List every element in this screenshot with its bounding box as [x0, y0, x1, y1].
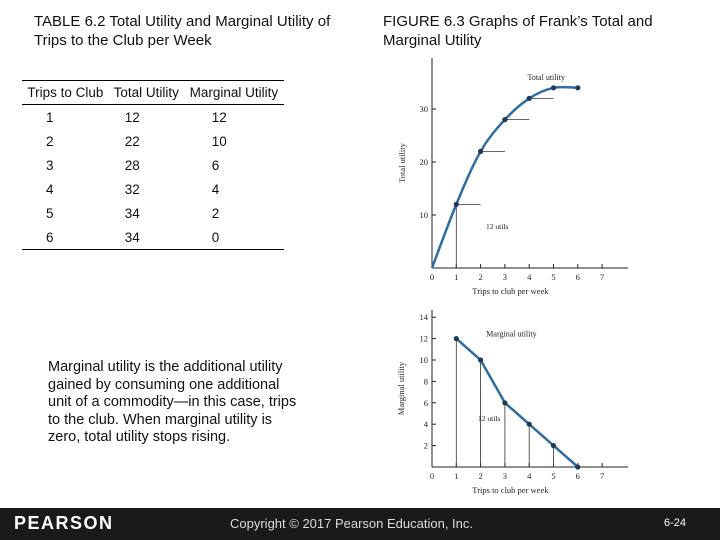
page-number: 6-24: [664, 517, 687, 529]
x-tick-label: 4: [527, 272, 532, 282]
cell-total-utility: 12: [124, 109, 140, 125]
y-tick-label: 2: [423, 440, 428, 451]
cell-total-utility: 34: [124, 205, 140, 221]
series-label: Marginal utility: [486, 329, 537, 339]
y-tick-label: 30: [419, 104, 428, 114]
cell-marginal-utility: 12: [211, 109, 227, 125]
x-tick-label: 3: [502, 471, 508, 481]
annotation-label: 12 utils: [478, 414, 501, 423]
cell-trips: 1: [46, 109, 54, 125]
cell-marginal-utility: 6: [211, 157, 220, 173]
x-tick-label: 2: [478, 471, 483, 481]
cell-marginal-utility: 2: [211, 205, 220, 221]
cell-total-utility: 22: [124, 133, 140, 149]
annotation-label: 12 utils: [486, 222, 509, 231]
explanation-text: Marginal utility is the additional utility gained by consuming one additional unit of a commodity—in this case, trips to the club. When marginal utility is zero, total utility stops rising.: [48, 359, 297, 445]
cell-marginal-utility: 10: [211, 133, 227, 149]
y-tick-label: 20: [419, 157, 428, 167]
x-tick-label: 0: [429, 272, 435, 282]
y-tick-label: 12: [419, 333, 428, 344]
x-tick-label: 5: [551, 471, 556, 481]
x-tick-label: 2: [478, 272, 483, 282]
y-tick-label: 4: [423, 419, 428, 430]
table-title: TABLE 6.2 Total Utility and Marginal Utility of Trips to the Club per Week: [34, 13, 331, 49]
y-tick-label: 6: [423, 397, 428, 408]
figure-title: FIGURE 6.3 Graphs of Frank’s Total and Marginal Utility: [383, 13, 653, 49]
cell-trips: 6: [22, 225, 109, 250]
copyright-text: Copyright © 2017 Pearson Education, Inc.: [230, 516, 474, 531]
cell-trips: 5: [46, 205, 54, 221]
cell-total-utility: 28: [124, 157, 140, 173]
cell-total-utility: 34: [109, 225, 184, 250]
cell-trips: 3: [46, 157, 54, 173]
y-tick-label: 10: [419, 355, 428, 365]
x-axis-label: Trips to club per week: [472, 286, 549, 296]
col-header-trips: Trips to Club: [22, 81, 109, 105]
series-label: Total utility: [527, 72, 565, 82]
col-header-marginal-utility: Marginal Utility: [184, 81, 284, 105]
x-tick-label: 4: [527, 471, 532, 481]
y-axis-label: Total utility: [397, 143, 407, 183]
y-tick-label: 10: [419, 210, 428, 220]
y-tick-label: 14: [419, 312, 428, 323]
cell-total-utility: 32: [124, 181, 140, 197]
x-tick-label: 7: [599, 471, 605, 481]
x-tick-label: 5: [551, 272, 556, 282]
pearson-logo: PEARSON: [14, 513, 114, 533]
x-tick-label: 6: [575, 471, 580, 481]
cell-trips: 2: [46, 133, 54, 149]
x-axis-label: Trips to club per week: [472, 485, 549, 495]
y-tick-label: 8: [423, 376, 428, 387]
data-point: [575, 464, 580, 469]
x-tick-label: 0: [429, 471, 435, 481]
cell-trips: 4: [46, 181, 54, 197]
x-tick-label: 6: [575, 272, 580, 282]
cell-marginal-utility: 0: [184, 225, 284, 250]
x-tick-label: 1: [454, 471, 459, 481]
cell-marginal-utility: 4: [211, 181, 220, 197]
series-line: [456, 339, 578, 467]
y-axis-label: Marginal utility: [396, 361, 406, 416]
x-tick-label: 1: [454, 272, 459, 282]
x-tick-label: 7: [599, 272, 605, 282]
col-header-total-utility: Total Utility: [109, 81, 184, 105]
x-tick-label: 3: [502, 272, 508, 282]
